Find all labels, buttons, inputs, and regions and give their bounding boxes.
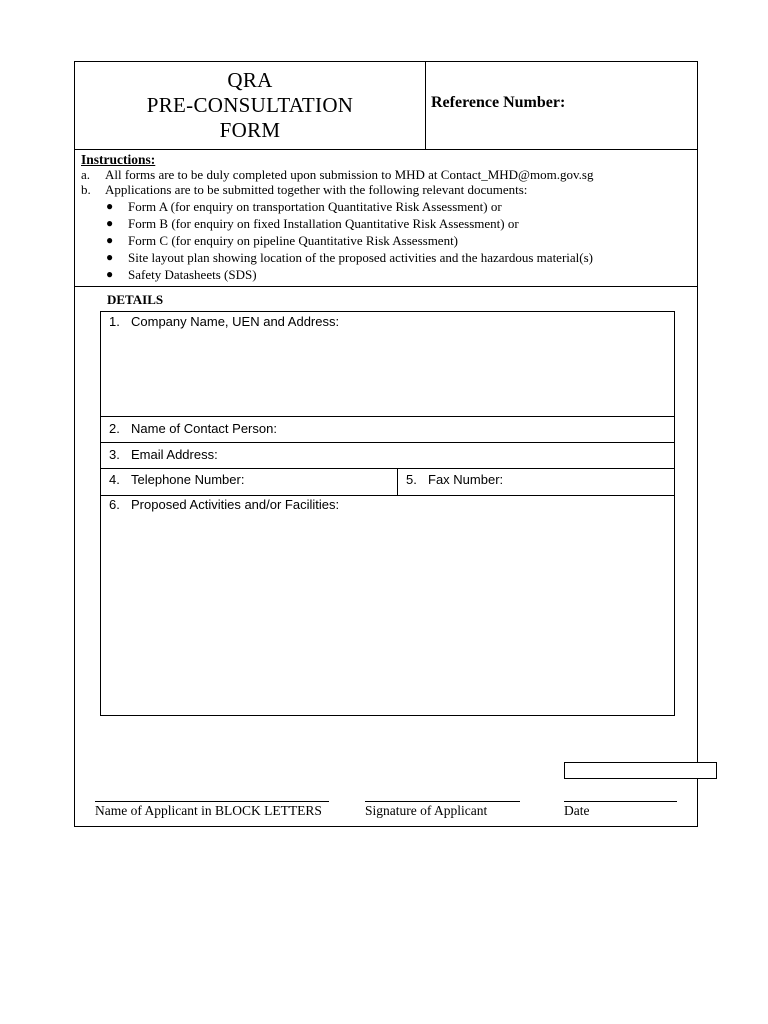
field-label: Company Name, UEN and Address: xyxy=(131,314,340,329)
proposed-activities-field[interactable] xyxy=(101,496,674,715)
field-label: Name of Contact Person: xyxy=(131,421,277,436)
title-line-2: PRE-CONSULTATION xyxy=(146,93,354,117)
contact-person-field[interactable] xyxy=(101,417,674,443)
instructions-section xyxy=(75,150,697,287)
instruction-text: Applications are to be submitted together with the following relevant documents: xyxy=(105,182,528,197)
applicant-name-caption: Name of Applicant in BLOCK LETTERS xyxy=(95,803,322,818)
bullet-text: Form C (for enquiry on pipeline Quantitative Risk Assessment) xyxy=(128,233,459,248)
bullet-text: Safety Datasheets (SDS) xyxy=(128,267,257,282)
details-heading: DETAILS xyxy=(107,292,164,307)
instruction-text: All forms are to be duly completed upon submission to MHD at Contact_MHD@mom.gov.sg xyxy=(105,167,594,182)
field-label: Telephone Number: xyxy=(131,472,245,487)
company-field[interactable] xyxy=(101,312,674,417)
title-line-1: QRA xyxy=(227,68,273,92)
field-number: 1. xyxy=(109,314,120,329)
date-caption: Date xyxy=(564,803,590,818)
bullet-text: Form B (for enquiry on fixed Installation Quantitative Risk Assessment) or xyxy=(128,216,519,231)
signature-caption: Signature of Applicant xyxy=(365,803,488,818)
field-number: 5. xyxy=(406,472,417,487)
date-stamp-box[interactable] xyxy=(564,762,717,779)
form-title xyxy=(75,62,426,149)
instruction-letter: a. xyxy=(81,167,91,182)
instruction-letter: b. xyxy=(81,182,91,197)
field-label: Proposed Activities and/or Facilities: xyxy=(131,497,340,512)
bullet-icon: ● xyxy=(106,267,114,281)
field-number: 6. xyxy=(109,497,120,512)
details-table xyxy=(100,311,675,716)
phone-fax-row xyxy=(101,469,674,496)
cell-divider xyxy=(397,469,398,495)
title-line-3: FORM xyxy=(219,118,281,142)
signature-line[interactable] xyxy=(365,801,520,802)
applicant-name-line[interactable] xyxy=(95,801,329,802)
form-frame xyxy=(74,61,698,827)
reference-number-label: Reference Number: xyxy=(431,94,566,111)
bullet-icon: ● xyxy=(106,216,114,230)
bullet-text: Form A (for enquiry on transportation Quantitative Risk Assessment) or xyxy=(128,199,502,214)
email-field[interactable] xyxy=(101,443,674,469)
bullet-icon: ● xyxy=(106,199,114,213)
bullet-icon: ● xyxy=(106,250,114,264)
field-number: 2. xyxy=(109,421,120,436)
field-label: Fax Number: xyxy=(428,472,504,487)
field-number: 4. xyxy=(109,472,120,487)
bullet-icon: ● xyxy=(106,233,114,247)
bullet-text: Site layout plan showing location of the proposed activities and the hazardous material(s) xyxy=(128,250,593,265)
field-number: 3. xyxy=(109,447,120,462)
instructions-heading: Instructions: xyxy=(81,152,156,167)
form-header xyxy=(75,62,697,150)
date-line[interactable] xyxy=(564,801,677,802)
field-label: Email Address: xyxy=(131,447,218,462)
